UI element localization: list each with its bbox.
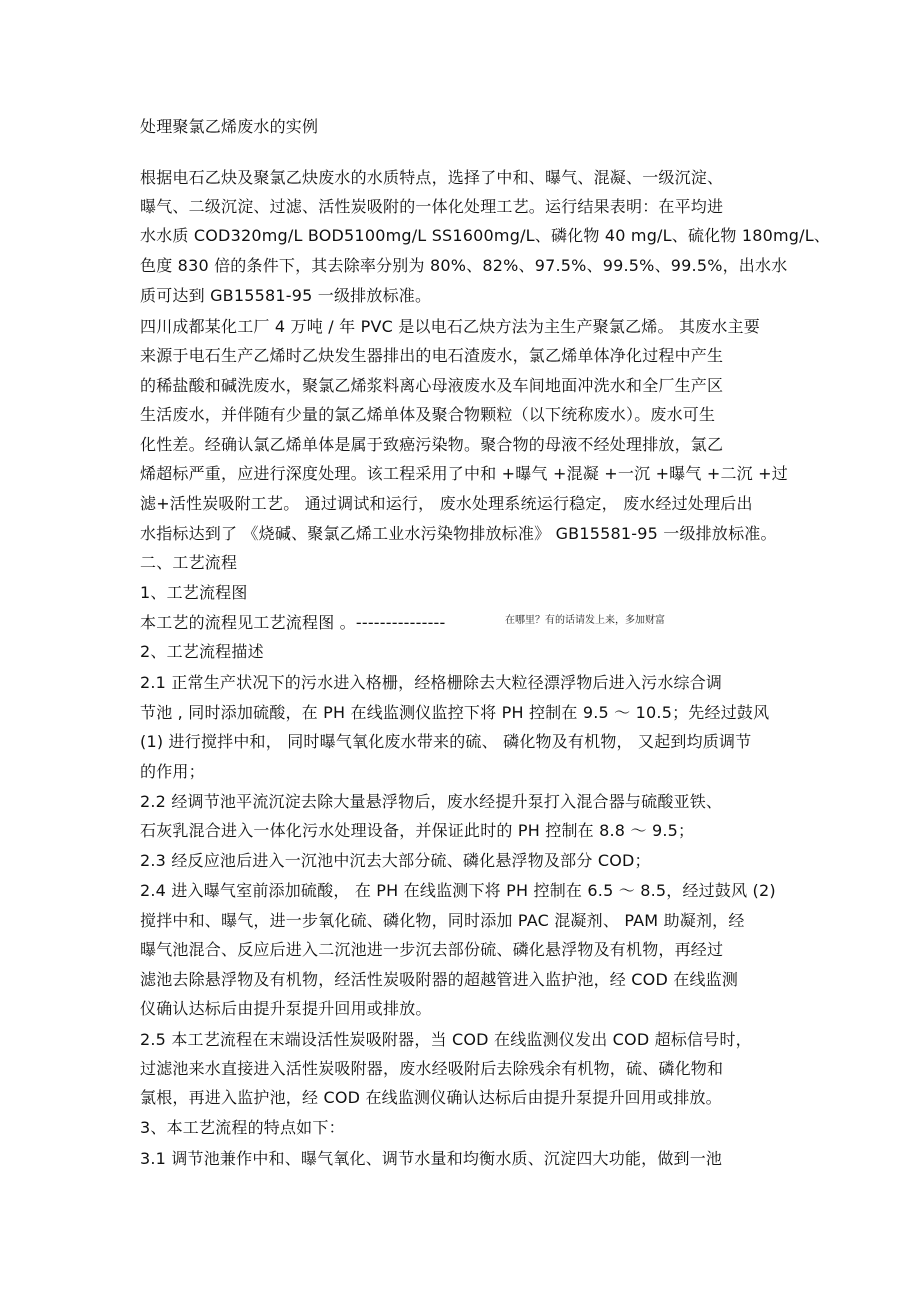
text-line: 水水质 COD320mg/L BOD5100mg/L SS1600mg/L、磷化物 40 mg/L、硫化物 180mg/L、: [140, 226, 831, 245]
text-line: 2.1 正常生产状况下的污水进入格栅，经格栅除去大粒径漂浮物后进入污水综合调: [140, 673, 723, 692]
text-line: 四川成都某化工厂 4 万吨 / 年 PVC 是以电石乙炔方法为主生产聚氯乙烯。 其废水主要: [140, 317, 760, 336]
text-line: 搅拌中和、曝气，进一步氧化硫、磷化物，同时添加 PAC 混凝剂、 PAM 助凝剂，经: [140, 911, 745, 930]
subsection-heading: 2、工艺流程描述: [140, 642, 264, 661]
text-line: 2.4 进入曝气室前添加硫酸， 在 PH 在线监测下将 PH 控制在 6.5 ～ 8.5，经过鼓风 (2): [140, 881, 776, 900]
text-line: 节池 , 同时添加硫酸，在 PH 在线监测仪监控下将 PH 控制在 9.5 ～ 10.5；先经过鼓风: [140, 703, 770, 722]
text-line: 来源于电石生产乙烯时乙炔发生器排出的电石渣废水，氯乙烯单体净化过程中产生: [140, 346, 724, 365]
text-line: 根据电石乙炔及聚氯乙炔废水的水质特点，选择了中和、曝气、混凝、一级沉淀、: [140, 168, 724, 187]
text-line: 2.5 本工艺流程在末端设活性炭吸附器，当 COD 在线监测仪发出 COD 超标信号时，: [140, 1030, 752, 1049]
text-line: 生活废水，并伴随有少量的氯乙烯单体及聚合物颗粒（以下统称废水）。废水可生: [140, 405, 716, 424]
subsection-heading: 1、工艺流程图: [140, 583, 248, 602]
text-line: 石灰乳混合进入一体化污水处理设备，并保证此时的 PH 控制在 8.8 ～ 9.5；: [140, 821, 695, 840]
document-title: 处理聚氯乙烯废水的实例: [140, 117, 319, 136]
text-line: 仪确认达标后由提升泵提升回用或排放。: [140, 999, 432, 1018]
text-line: 过滤池来水直接进入活性炭吸附器，废水经吸附后去除残余有机物，硫、磷化物和: [140, 1059, 724, 1078]
text-line: 色度 830 倍的条件下，其去除率分别为 80%、82%、97.5%、99.5%、99.5%，出水水: [140, 256, 788, 275]
subsection-heading: 3、本工艺流程的特点如下：: [140, 1118, 345, 1137]
text-line: 3.1 调节池兼作中和、曝气氧化、调节水量和均衡水质、沉淀四大功能，做到一池: [140, 1149, 723, 1168]
text-line: 2.3 经反应池后进入一沉池中沉去大部分硫、磷化悬浮物及部分 COD；: [140, 851, 651, 870]
text-line: (1) 进行搅拌中和， 同时曝气氧化废水带来的硫、 磷化物及有机物， 又起到均质调节: [140, 732, 752, 751]
text-line: 的稀盐酸和碱洗废水，聚氯乙烯浆料离心母液废水及车间地面冲洗水和全厂生产区: [140, 376, 724, 395]
inline-note: 在哪里？有的话请发上来，多加财富: [505, 615, 665, 626]
text-line: 曝气池混合、反应后进入二沉池进一步沉去部份硫、磷化悬浮物及有机物，再经过: [140, 940, 724, 959]
text-line: 化性差。经确认氯乙烯单体是属于致癌污染物。聚合物的母液不经处理排放，氯乙: [140, 435, 724, 454]
text-line: 滤+活性炭吸附工艺。 通过调试和运行， 废水处理系统运行稳定， 废水经过处理后出: [140, 494, 753, 513]
text-line: 烯超标严重，应进行深度处理。该工程采用了中和 +曝气 +混凝 +一沉 +曝气 +二沉 +过: [140, 464, 788, 483]
text-line: 本工艺的流程见工艺流程图 。---------------: [140, 613, 446, 632]
text-line: 曝气、二级沉淀、过滤、活性炭吸附的一体化处理工艺。运行结果表明：在平均进: [140, 197, 724, 216]
text-line: 质可达到 GB15581-95 一级排放标准。: [140, 286, 432, 305]
section-heading: 二、工艺流程: [140, 553, 238, 572]
text-line: 2.2 经调节池平流沉淀去除大量悬浮物后，废水经提升泵打入混合器与硫酸亚铁、: [140, 792, 723, 811]
text-line: 的作用；: [140, 762, 205, 781]
text-line: 滤池去除悬浮物及有机物，经活性炭吸附器的超越管进入监护池，经 COD 在线监测: [140, 970, 739, 989]
text-line: 水指标达到了 《烧碱、聚氯乙烯工业水污染物排放标准》 GB15581-95 一级排放标准。: [140, 524, 777, 543]
text-line: 氯根，再进入监护池，经 COD 在线监测仪确认达标后由提升泵提升回用或排放。: [140, 1088, 722, 1107]
